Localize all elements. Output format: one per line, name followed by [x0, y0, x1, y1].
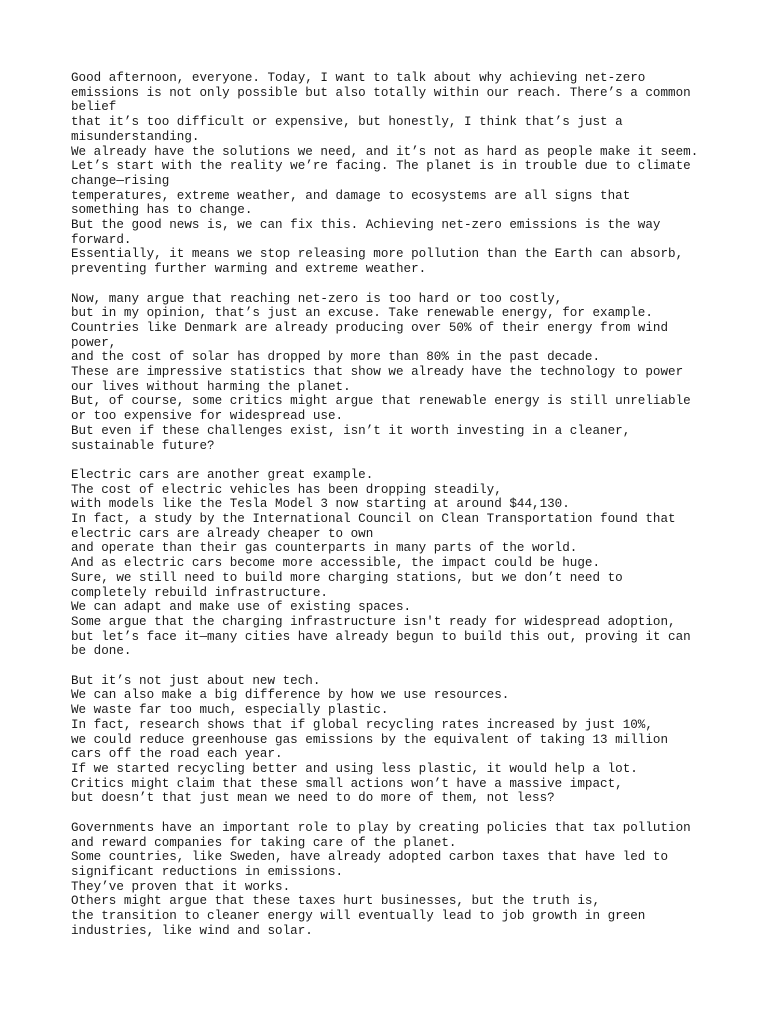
text-line: temperatures, extreme weather, and damage to ecosystems are all signs that — [71, 188, 631, 203]
text-line: And as electric cars become more accessible, the impact could be huge. — [71, 556, 601, 571]
paragraph-resources — [71, 674, 711, 806]
text-line: Let’s start with the reality we’re facing. The planet is in trouble due to climate — [71, 159, 691, 174]
text-line: We can adapt and make use of existing spaces. — [71, 600, 412, 615]
text-line: But, of course, some critics might argue that renewable energy is still unreliable — [71, 394, 691, 409]
text-line: But even if these challenges exist, isn’t it worth investing in a cleaner, — [71, 423, 631, 438]
text-line: we could reduce greenhouse gas emissions by the equivalent of taking 13 million — [71, 732, 669, 747]
text-line: But it’s not just about new tech. — [71, 673, 321, 688]
paragraph-renewables — [71, 292, 711, 454]
paragraph-intro — [71, 71, 711, 277]
text-line: power, — [71, 335, 117, 350]
paragraph-electric-cars — [71, 468, 711, 659]
text-line: belief — [71, 100, 117, 115]
text-line: forward. — [71, 232, 132, 247]
text-line: significant reductions in emissions. — [71, 864, 344, 879]
text-line: emissions is not only possible but also totally within our reach. There’s a common — [71, 85, 691, 100]
text-line: the transition to cleaner energy will eventually lead to job growth in green — [71, 909, 646, 924]
text-line: Sure, we still need to build more charging stations, but we don’t need to — [71, 570, 623, 585]
text-line: be done. — [71, 644, 132, 659]
text-line: The cost of electric vehicles has been dropping steadily, — [71, 482, 502, 497]
text-line: completely rebuild infrastructure. — [71, 585, 328, 600]
text-line: Others might argue that these taxes hurt businesses, but the truth is, — [71, 894, 601, 909]
text-line: change—rising — [71, 173, 170, 188]
text-line: that it’s too difficult or expensive, but honestly, I think that’s just a — [71, 115, 623, 130]
text-line: Some countries, like Sweden, have already adopted carbon taxes that have led to — [71, 850, 669, 865]
text-line: In fact, a study by the International Council on Clean Transportation found that — [71, 512, 676, 527]
text-line: cars off the road each year. — [71, 747, 283, 762]
text-line: but doesn’t that just mean we need to do more of them, not less? — [71, 791, 555, 806]
text-line: We waste far too much, especially plastic. — [71, 703, 389, 718]
text-line: but in my opinion, that’s just an excuse. Take renewable energy, for example. — [71, 306, 653, 321]
text-line: sustainable future? — [71, 438, 215, 453]
document-page — [71, 71, 711, 953]
text-line: industries, like wind and solar. — [71, 923, 313, 938]
text-line: Countries like Denmark are already producing over 50% of their energy from wind — [71, 320, 669, 335]
text-line: Good afternoon, everyone. Today, I want to talk about why achieving net-zero — [71, 71, 646, 85]
text-line: and operate than their gas counterparts in many parts of the world. — [71, 541, 578, 556]
text-line: Critics might claim that these small actions won’t have a massive impact, — [71, 776, 623, 791]
text-line: These are impressive statistics that show we already have the technology to power — [71, 365, 684, 380]
text-line: They’ve proven that it works. — [71, 879, 291, 894]
text-line: Some argue that the charging infrastructure isn't ready for widespread adoption, — [71, 614, 676, 629]
text-line: But the good news is, we can fix this. Achieving net-zero emissions is the way — [71, 218, 661, 233]
text-line: Governments have an important role to play by creating policies that tax pollution — [71, 820, 691, 835]
text-line: Essentially, it means we stop releasing more pollution than the Earth can absorb, — [71, 247, 684, 262]
text-line: We already have the solutions we need, and it’s not as hard as people make it seem. — [71, 144, 699, 159]
paragraph-governments — [71, 821, 711, 939]
text-line: We can also make a big difference by how we use resources. — [71, 688, 510, 703]
text-line: our lives without harming the planet. — [71, 379, 351, 394]
text-line: If we started recycling better and using less plastic, it would help a lot. — [71, 762, 638, 776]
text-line: preventing further warming and extreme weather. — [71, 262, 427, 277]
text-line: misunderstanding. — [71, 129, 200, 144]
text-line: with models like the Tesla Model 3 now starting at around $44,130. — [71, 497, 570, 512]
text-line: something has to change. — [71, 203, 253, 218]
text-line: electric cars are already cheaper to own — [71, 526, 374, 541]
text-line: or too expensive for widespread use. — [71, 409, 344, 424]
text-line: Now, many argue that reaching net-zero is too hard or too costly, — [71, 291, 563, 306]
text-line: Electric cars are another great example. — [71, 467, 374, 482]
text-line: but let’s face it—many cities have already begun to build this out, proving it can — [71, 629, 691, 644]
text-line: and reward companies for taking care of the planet. — [71, 835, 457, 850]
text-line: and the cost of solar has dropped by more than 80% in the past decade. — [71, 350, 601, 365]
text-line: In fact, research shows that if global recycling rates increased by just 10%, — [71, 717, 653, 732]
